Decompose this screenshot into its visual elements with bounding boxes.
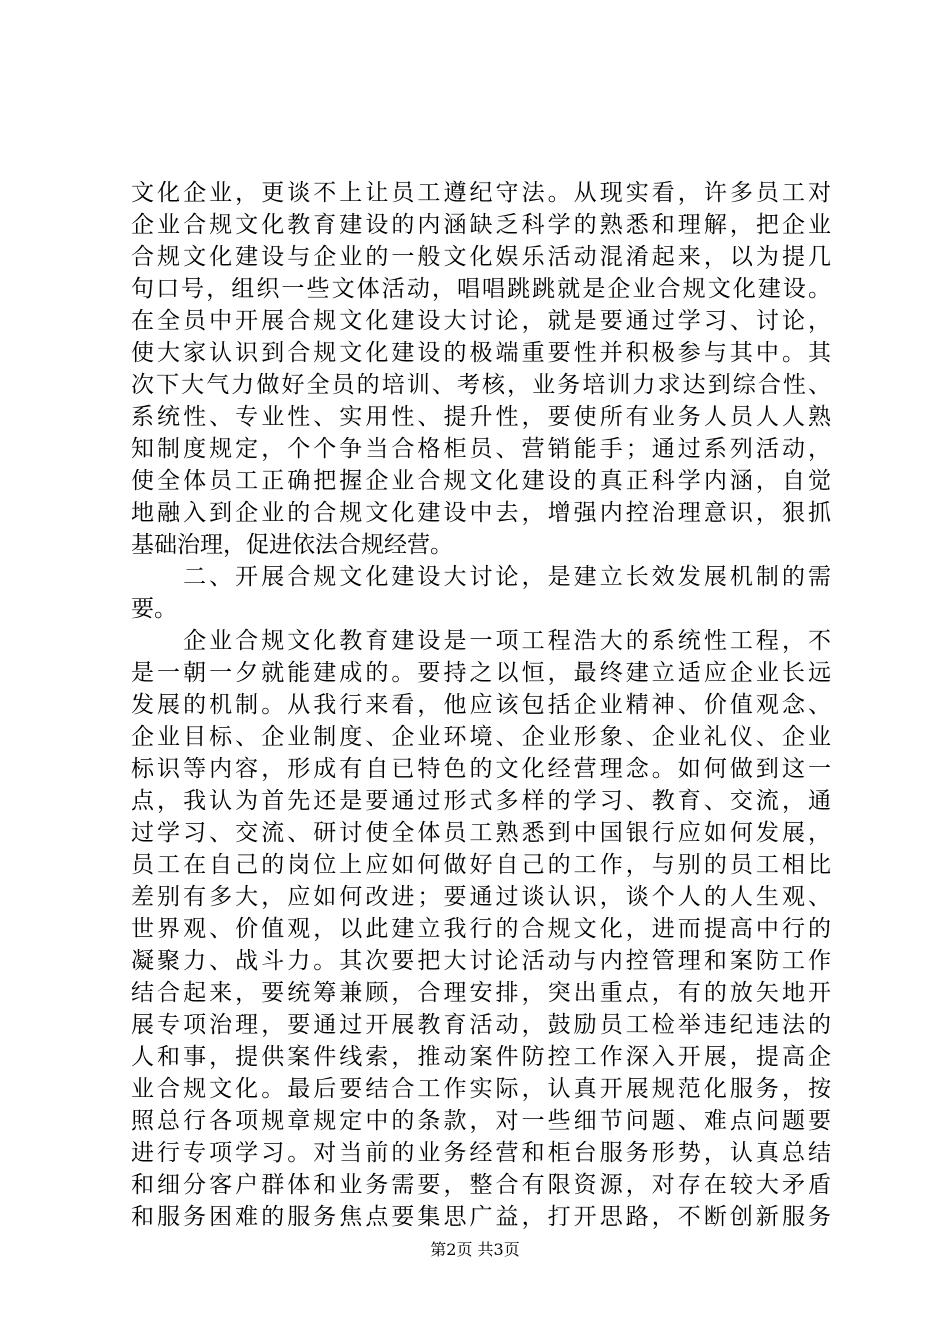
text-line: 世界观、价值观，以此建立我行的合规文化，进而提高中行的 bbox=[131, 916, 831, 942]
text-line: 企业目标、企业制度、企业环境、企业形象、企业礼仪、企业 bbox=[131, 724, 831, 750]
text-line: 发展的机制。从我行来看，他应该包括企业精神、价值观念、 bbox=[131, 692, 831, 718]
text-line: 在全员中开展合规文化建设大讨论，就是要通过学习、讨论， bbox=[131, 308, 831, 334]
text-line: 标识等内容，形成有自已特色的文化经营理念。如何做到这一 bbox=[131, 756, 831, 782]
text-line: 次下大气力做好全员的培训、考核，业务培训力求达到综合性、 bbox=[131, 372, 831, 398]
text-line: 凝聚力、战斗力。其次要把大讨论活动与内控管理和案防工作 bbox=[131, 948, 831, 974]
text-line: 企业合规文化教育建设是一项工程浩大的系统性工程，不 bbox=[131, 628, 831, 654]
text-line: 业合规文化。最后要结合工作实际，认真开展规范化服务，按 bbox=[131, 1076, 831, 1102]
page-footer: 第2页 共3页 bbox=[430, 1240, 520, 1259]
section-heading-line: 要。 bbox=[131, 596, 177, 622]
text-line: 使全体员工正确把握企业合规文化建设的真正科学内涵，自觉 bbox=[131, 468, 831, 494]
text-line: 结合起来，要统筹兼顾，合理安排，突出重点，有的放矢地开 bbox=[131, 980, 831, 1006]
text-line: 使大家认识到合规文化建设的极端重要性并积极参与其中。其 bbox=[131, 340, 831, 366]
text-line: 和细分客户群体和业务需要，整合有限资源，对存在较大矛盾 bbox=[131, 1172, 831, 1198]
text-line: 照总行各项规章规定中的条款，对一些细节问题、难点问题要 bbox=[131, 1108, 831, 1134]
text-line: 是一朝一夕就能建成的。要持之以恒，最终建立适应企业长远 bbox=[131, 660, 831, 686]
text-line: 进行专项学习。对当前的业务经营和柜台服务形势，认真总结 bbox=[131, 1140, 831, 1166]
text-line: 句口号，组织一些文体活动，唱唱跳跳就是企业合规文化建设。 bbox=[131, 276, 831, 302]
text-line: 地融入到企业的合规文化建设中去，增强内控治理意识，狠抓 bbox=[131, 500, 831, 526]
text-line: 人和事，提供案件线索，推动案件防控工作深入开展，提高企 bbox=[131, 1044, 831, 1070]
text-line: 过学习、交流、研讨使全体员工熟悉到中国银行应如何发展， bbox=[131, 820, 831, 846]
text-line: 差别有多大，应如何改进；要通过谈认识，谈个人的人生观、 bbox=[131, 884, 831, 910]
section-heading-line: 二、开展合规文化建设大讨论，是建立长效发展机制的需 bbox=[131, 564, 831, 590]
text-line: 员工在自己的岗位上应如何做好自己的工作，与别的员工相比 bbox=[131, 852, 831, 878]
text-line: 点，我认为首先还是要通过形式多样的学习、教育、交流，通 bbox=[131, 788, 831, 814]
text-line: 和服务困难的服务焦点要集思广益，打开思路，不断创新服务 bbox=[131, 1204, 831, 1230]
text-line: 合规文化建设与企业的一般文化娱乐活动混淆起来，以为提几 bbox=[131, 244, 831, 270]
text-line: 基础治理，促进依法合规经营。 bbox=[131, 532, 453, 558]
text-line: 文化企业，更谈不上让员工遵纪守法。从现实看，许多员工对 bbox=[131, 180, 831, 206]
text-line: 展专项治理，要通过开展教育活动，鼓励员工检举违纪违法的 bbox=[131, 1012, 831, 1038]
text-line: 系统性、专业性、实用性、提升性，要使所有业务人员人人熟 bbox=[131, 404, 831, 430]
text-line: 企业合规文化教育建设的内涵缺乏科学的熟悉和理解，把企业 bbox=[131, 212, 831, 238]
text-line: 知制度规定，个个争当合格柜员、营销能手；通过系列活动， bbox=[131, 436, 831, 462]
